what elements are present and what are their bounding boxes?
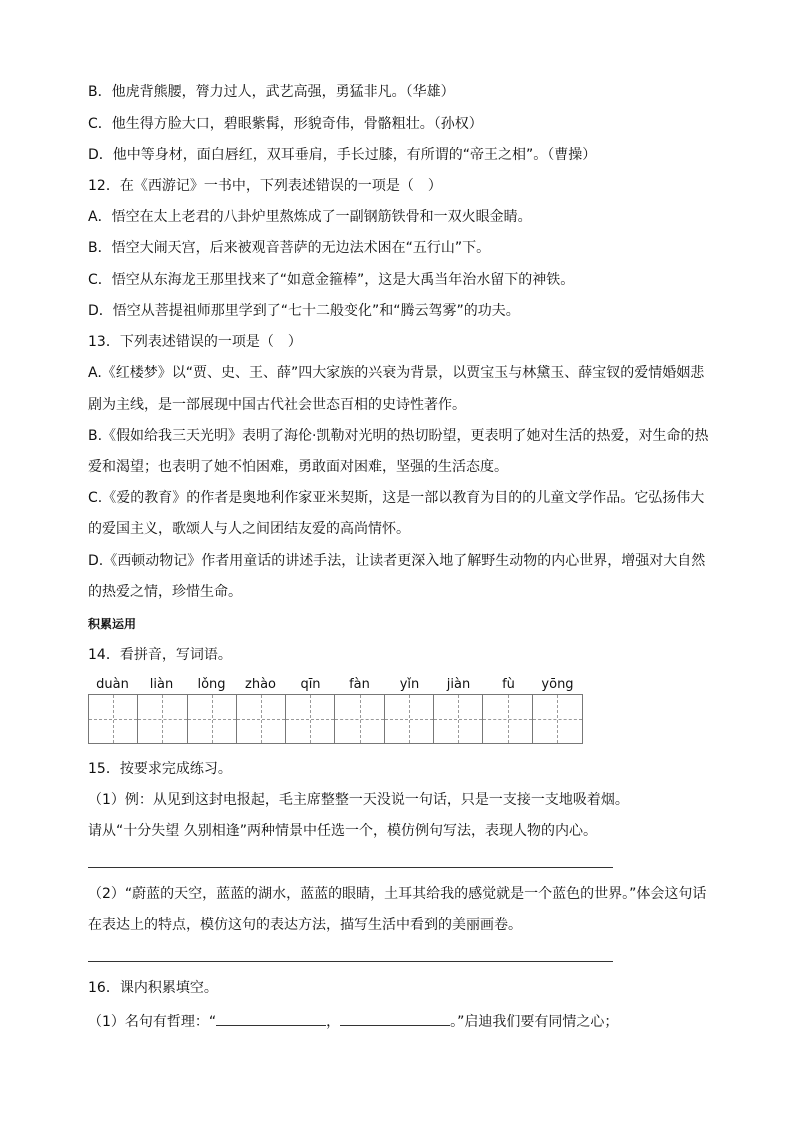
q12-option-b: B．悟空大闹天宫，后来被观音菩萨的无边法术困在“五行山”下。 xyxy=(88,240,491,256)
pinyin-label: duàn xyxy=(96,677,129,692)
pinyin-label: yǐn xyxy=(399,677,420,692)
q12-stem: 12．在《西游记》一书中，下列表述错误的一项是（ ） xyxy=(88,178,442,194)
q13-line: 剧为主线，是一部展现中国古代社会世态百相的史诗性著作。 xyxy=(88,397,466,413)
q16-suffix: 。”启迪我们要有同情之心； xyxy=(450,1014,619,1030)
q16-part1 xyxy=(88,1009,618,1029)
q12-option-a: A．悟空在太上老君的八卦炉里熬炼成了一副钢筋铁骨和一双火眼金睛。 xyxy=(88,209,532,225)
q13-line: 的热爱之情，珍惜生命。 xyxy=(88,584,242,600)
q16-stem: 16．课内积累填空。 xyxy=(88,980,218,996)
q13-line: 爱和渴望；也表明了她不怕困难，勇敢面对困难，坚强的生活态度。 xyxy=(88,459,508,475)
writing-cell[interactable] xyxy=(483,695,532,743)
writing-cell[interactable] xyxy=(237,695,286,743)
q13-line: A.《红楼梦》以“贾、史、王、薛”四大家族的兴衰为背景，以贾宝玉与林黛玉、薛宝钗的爱情婚姻悲 xyxy=(88,365,705,381)
writing-cell[interactable] xyxy=(385,695,434,743)
q11-option-b: B．他虎背熊腰，膂力过人，武艺高强，勇猛非凡。（华雄） xyxy=(88,84,455,100)
writing-grid xyxy=(88,694,583,744)
q12-option-d: D．悟空从菩提祖师那里学到了“七十二般变化”和“腾云驾雾”的功夫。 xyxy=(88,303,520,319)
pinyin-label: lǒng xyxy=(197,677,226,692)
q15-part2-line1: （2）“蔚蓝的天空，蓝蓝的湖水，蓝蓝的眼睛，土耳其给我的感觉就是一个蓝色的世界。”体会这句话 xyxy=(88,886,707,902)
pinyin-label: fù xyxy=(502,677,515,692)
writing-cell[interactable] xyxy=(434,695,483,743)
q15-part1-answer-line[interactable] xyxy=(88,867,613,868)
pinyin-label: yōng xyxy=(541,677,574,692)
q13-line: B.《假如给我三天光明》表明了海伦·凯勒对光明的热切盼望，更表明了她对生活的热爱，对生命的热 xyxy=(88,428,709,444)
q16-blank-1[interactable] xyxy=(216,1009,326,1026)
pinyin-label: liàn xyxy=(149,677,174,692)
writing-cell[interactable] xyxy=(335,695,384,743)
q16-blank-2[interactable] xyxy=(340,1009,450,1026)
q16-prefix: （1）名句有哲理：“ xyxy=(88,1014,217,1030)
writing-cell[interactable] xyxy=(533,695,582,743)
q15-part1-example: （1）例：从见到这封电报起，毛主席整整一天没说一句话，只是一支接一支地吸着烟。 xyxy=(88,792,629,808)
pinyin-label: jiàn xyxy=(446,677,471,692)
q15-stem: 15．按要求完成练习。 xyxy=(88,761,232,777)
writing-cell[interactable] xyxy=(286,695,335,743)
q13-line: 的爱国主义，歌颂人与人之间团结友爱的高尚情怀。 xyxy=(88,521,410,537)
writing-cell[interactable] xyxy=(89,695,138,743)
q11-option-c: C．他生得方脸大口，碧眼紫髯，形貌奇伟，骨骼粗壮。（孙权） xyxy=(88,116,483,132)
writing-cell[interactable] xyxy=(138,695,187,743)
q12-option-c: C．悟空从东海龙王那里找来了“如意金箍棒”，这是大禹当年治水留下的神铁。 xyxy=(88,272,575,288)
q13-line: D.《西顿动物记》作者用童话的讲述手法，让读者更深入地了解野生动物的内心世界，增强对大自然 xyxy=(88,553,706,569)
q15-part2-answer-line[interactable] xyxy=(88,961,613,962)
q14-stem: 14．看拼音，写词语。 xyxy=(88,647,232,663)
pinyin-label: zhào xyxy=(245,677,276,692)
section-title: 积累运用 xyxy=(88,617,137,631)
writing-cell[interactable] xyxy=(188,695,237,743)
q11-option-d: D．他中等身材，面白唇红，双耳垂肩，手长过膝，有所谓的“帝王之相”。（曹操） xyxy=(88,147,597,163)
q16-separator: ， xyxy=(326,1014,341,1030)
q13-stem: 13．下列表述错误的一项是（ ） xyxy=(88,334,302,350)
q15-part1-instruction: 请从“十分失望 久别相逢”两种情景中任选一个，模仿例句写法，表现人物的内心。 xyxy=(88,823,597,839)
pinyin-label: fàn xyxy=(349,677,370,692)
q15-part2-line2: 在表达上的特点，模仿这句的表达方法，描写生活中看到的美丽画卷。 xyxy=(88,917,522,933)
q13-line: C.《爱的教育》的作者是奥地利作家亚米契斯，这是一部以教育为目的的儿童文学作品。它弘扬伟大 xyxy=(88,490,705,506)
pinyin-label: qīn xyxy=(300,677,321,692)
